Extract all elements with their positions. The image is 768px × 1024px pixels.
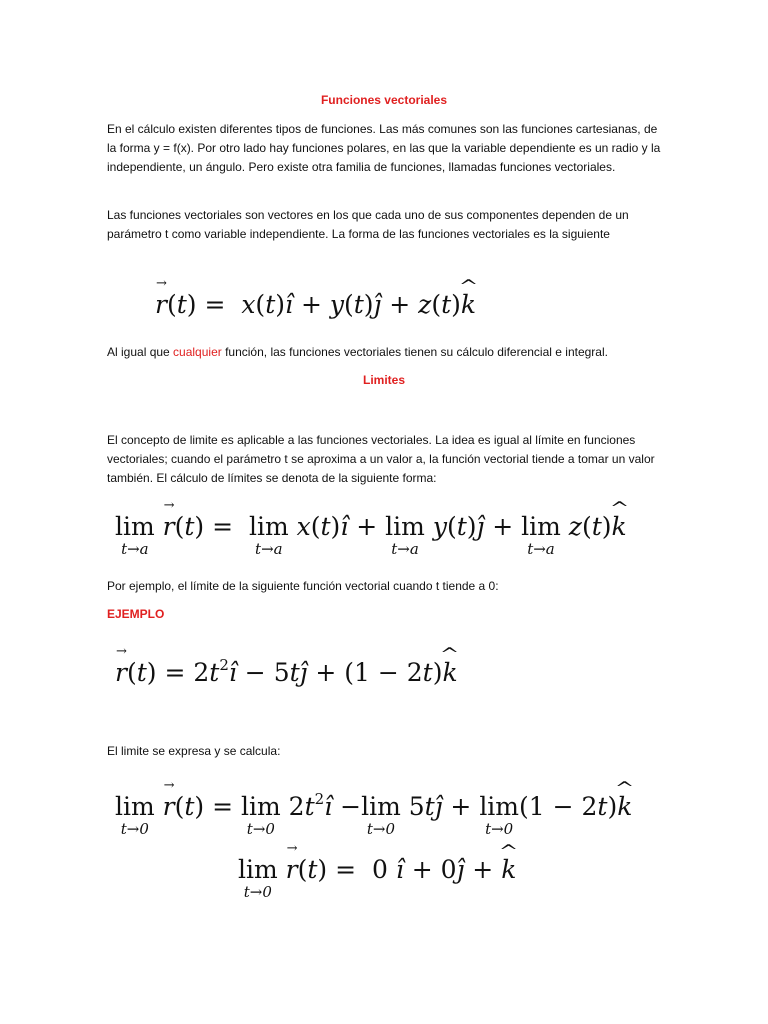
lim-operator: lim xyxy=(361,792,401,821)
example-function-formula: → $r(t) = 2t^2ı̂$ − 5tȷ̂ + (1 − 2t)^ k xyxy=(115,656,458,687)
limits-heading: Limites xyxy=(362,373,405,387)
lim-subscript: t→a xyxy=(391,540,419,558)
calculus-note-before: Al igual que xyxy=(107,345,174,359)
limits-paragraph: El concepto de limite es aplicable a las funciones vectoriales. La idea es igual al límite en funciones vectoriales; cuando el parámetro t se aproxima a un valor a, la función vectorial tiende a tomar un valor también. El cálculo de límites se denota de la siguiente forma: xyxy=(107,433,655,485)
lim-subscript: t→a xyxy=(255,540,283,558)
lim-operator: lim xyxy=(385,512,425,541)
calculus-note xyxy=(107,343,707,362)
lim-subscript: t→0 xyxy=(246,820,275,838)
lim-operator: lim xyxy=(115,792,155,821)
example-intro: Por ejemplo, el límite de la siguiente función vectorial cuando t tiende a 0: xyxy=(107,579,499,593)
intro-paragraph: En el cálculo existen diferentes tipos de funciones. Las más comunes son las funciones cartesianas, de la forma y = f(x). Por otro lado hay funciones polares, en las que la variable dependiente es un radio y la independiente, un ángulo. Pero existe otra familia de funciones, llamadas funciones vectoriales. xyxy=(107,122,661,174)
lim-operator: lim xyxy=(248,512,289,541)
lim-subscript: t→0 xyxy=(243,883,272,901)
lim-operator: lim xyxy=(479,792,520,821)
lim-subscript: t→a xyxy=(121,540,149,558)
lim-subscript: t→0 xyxy=(120,820,149,838)
lim-operator: lim xyxy=(521,512,561,541)
lim-operator: lim xyxy=(238,855,278,884)
lim-subscript: t→0 xyxy=(485,820,514,838)
lim-operator: lim xyxy=(241,792,281,821)
lim-subscript: t→0 xyxy=(366,820,396,838)
page-title: Funciones vectoriales xyxy=(320,93,448,107)
lim-subscript: t→a xyxy=(527,540,555,558)
definition-paragraph: Las funciones vectoriales son vectores en los que cada uno de sus componentes dependen de un parámetro t como variable independiente. La forma de las funciones vectoriales es la siguiente xyxy=(107,208,629,241)
example-label: EJEMPLO xyxy=(107,607,165,621)
example-limit-result: lim t→0 → r(t) = 0 ı̂ + 0ȷ̂ + ^ k xyxy=(238,855,516,884)
calculus-note-highlight: cualquier xyxy=(173,345,222,359)
example-limit-formula: lim t→0 → r(t) = lim t→0 $2t^2ı̂ -\lim$ t→0 5tȷ̂ + lim t→0 (1 − 2t)^ k xyxy=(115,790,632,821)
calculus-note-after: función, las funciones vectoriales tienen su cálculo diferencial e integral. xyxy=(221,345,608,359)
limit-intro: El limite se expresa y se calcula: xyxy=(107,744,281,758)
vector-function-formula: → r(t) = x(t)ı̂ + y(t)ȷ̂ + z(t)^ k xyxy=(155,290,476,319)
limit-definition-formula: lim t→a → r(t) = lim t→a x(t)ı̂ + lim t→a y(t)ȷ̂ + lim t→a z(t)^ k xyxy=(115,512,627,541)
lim-operator: lim xyxy=(115,512,155,541)
